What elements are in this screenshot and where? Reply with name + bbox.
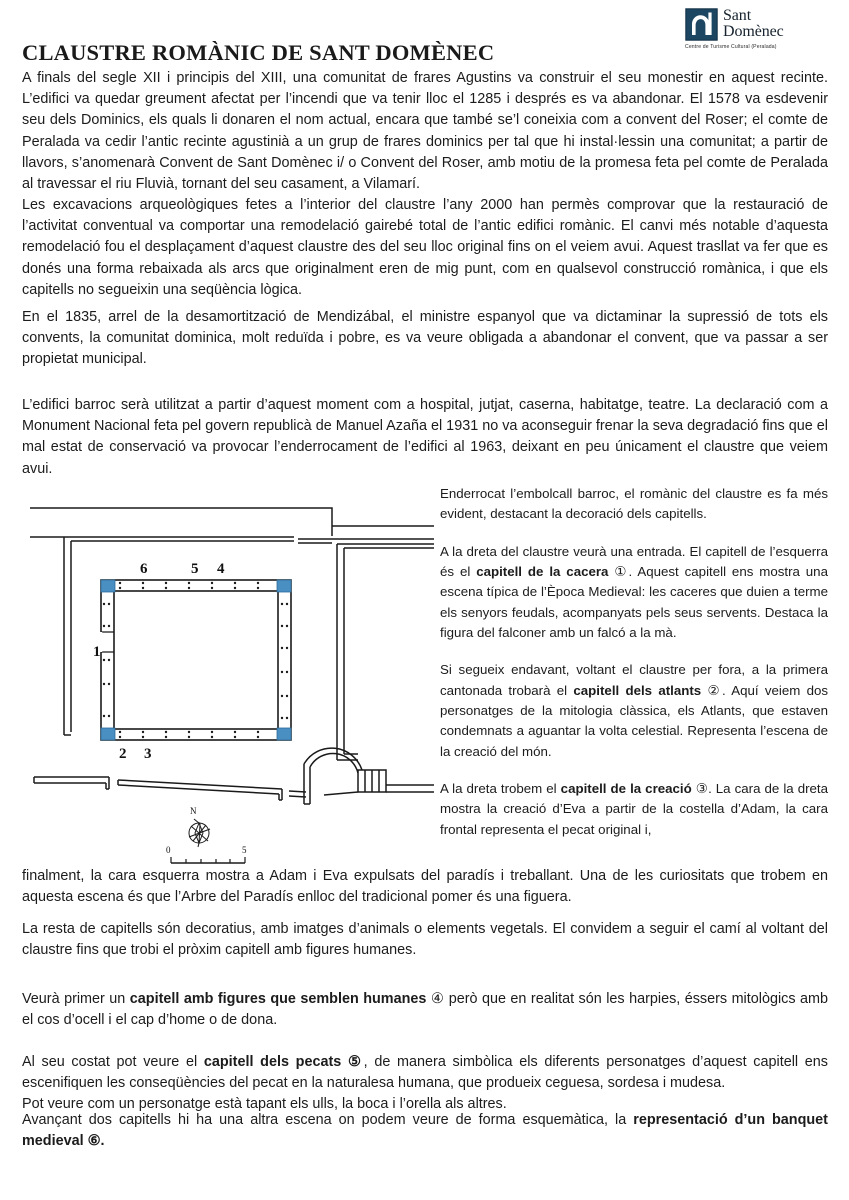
cacera-marker: ① [614,564,629,580]
pecats-paragraph [22,1052,828,1094]
banquet-bold-term: representació d’un banquet medieval [22,1112,828,1150]
page-title: CLAUSTRE ROMÀNIC DE SANT DOMÈNEC [22,40,495,65]
atlants-marker: ② [707,682,722,698]
arch-logo-icon [685,8,718,41]
harpies-bold-term: capitell amb figures que semblen humanes [129,991,427,1007]
compass-north-label: N [190,806,197,816]
logo-wordmark [723,8,784,39]
cacera-pre-text: A la dreta del claustre veurà una entrada. El capitell de l’esquerra és el [440,543,828,580]
atlants-pre-text: Si segueix endavant, voltant el claustre per fora, a la primera cantonada trobarà el [440,662,828,698]
creacio-marker: ③ [695,781,709,797]
pecats-post-text: , de manera simbòlica els diferents personatges d’aquest capitell ens escenifiquen les conseqüències del pecat en la naturalesa humana, que produeix ceguesa, sordesa i mudesa. [22,1054,829,1092]
column-marks-east [281,603,288,719]
history-text-block [22,307,828,371]
pecats-marker: ⑤ [348,1054,364,1070]
plan-label-5: 5 [191,561,199,577]
pecats-pre-text: Al seu costat pot veure el [22,1054,204,1070]
logo-row [685,8,784,41]
banquet-block [22,1110,828,1152]
plan-label-3: 3 [144,746,152,762]
cloister-floor-plan [14,492,434,872]
compass-rose [189,806,210,847]
atlants-post-text: . Aquí veiem dos personatges de la mitologia clàssica, els Atlants, que estaven condemnats a aguantar la volta celestial. Representa l’escena de la creació del món. [440,682,829,759]
banquet-marker: ⑥ [87,1133,101,1150]
right-paragraph-creacio [440,779,828,840]
scale-bar [166,845,247,863]
logo-name-line2: Domènec [723,22,784,40]
harpies-pre-text: Veurà primer un [22,991,130,1007]
logo-name-line1: Sant [723,7,752,24]
history-paragraph: En el 1835, arrel de la desamortització de Mendizábal, el ministre espanyol que va dictaminar la supressió de tots els convents, la comunitat dominica, molt reduïda i pobre, es va veure obligada a abandonar el convent, que va passar a ser propietat municipal. [22,309,828,368]
harpies-paragraph [22,989,828,1031]
cacera-bold-term: capitell de la cacera [476,564,609,580]
pecats-bold-term: capitell dels pecats [203,1054,342,1070]
corner-capital-marker [101,728,115,740]
creacio-tail-block [22,866,828,908]
scale-end-label: 5 [242,845,247,855]
harpies-marker: ④ [430,991,445,1007]
plan-label-6: 6 [140,561,148,577]
banquet-post-text: . [100,1133,105,1150]
creacio-pre-text: A la dreta trobem el [440,781,561,797]
column-marks-north [119,582,259,589]
barroc-paragraph: L’edifici barroc serà utilitzat a partir d’aquest moment com a hospital, jutjat, caserna, habitatge, teatre. La declaració com a Monument Nacional feta pel govern republicà de Manuel Azaña el 1931 no va aconseguir frenar la seva degradació fins que el mal estat de conservació va provocar l’enderrocament de l’edifici al 1963, deixant en peu únicament el claustre que veiem avui. [22,397,828,477]
column-marks-south [119,731,259,738]
banquet-pre-text: Avançant dos capitells hi ha una altra escena on podem veure de forma esquemàtica, la [22,1112,634,1128]
pecats-block [22,1052,828,1116]
pecats-paragraph-line2: Pot veure com un personatge està tapant els ulls, la boca i l’orella als altres. [22,1096,507,1113]
cloister-square [101,580,291,740]
right-column-text [440,484,828,840]
creacio-post-text: . La cara de la dreta mostra la creació d’Eva a partir de la costella d’Adam, la cara frontal representa el pecat original i, [440,781,828,837]
harpies-post-text: però que en realitat són les harpies, éssers mitològics amb el cos d’ocell i el cap d’home o de dona. [22,991,829,1029]
intro-paragraph-1: A finals del segle XII i principis del XIII, una comunitat de frares Agustins va construir el seu monestir en aquest recinte. L’edifici va quedar greument afectat per l’incendi que va tenir lloc el 1285 i després es va abandonar. El 1578 va esdevenir seu dels Dominics, els quals li donaren el nom actual, encara que també se’l coneixia com a convent del Roser; el comte de Peralada va cedir l’antic recinte agustinià a un grup de frares dominics per tal que hi instal·lessin una comunitat; a partir de llavors, s’anomenarà Convent de Sant Domènec i/ o Convent del Roser, amb motiu de la promesa feta pel comte de Peralada al travessar el riu Fluvià, tornant del seu casament, a Vilamarí. [22,70,828,192]
logo-subtitle: Centre de Turisme Cultural (Peralada) [685,44,777,50]
plan-label-1: 1 [93,644,101,660]
rest-capitells-block [22,919,828,961]
banquet-paragraph [22,1110,828,1152]
corner-capital-marker [277,728,291,740]
corner-capital-marker [101,580,115,592]
barroc-text-block [22,395,828,480]
right-paragraph-atlants [440,660,828,762]
cacera-post-text: . Aquest capitell ens mostra una escena típica de l’Època Medieval: les caceres que duien a terme els senyors feudals, acompanyats pels seus servents. Destaca la figura del falconer amb un falcó a la mà. [440,564,828,641]
corner-capital-marker [277,580,291,592]
right-paragraph-cacera [440,542,828,644]
floor-plan-svg [14,492,434,872]
intro-text-block [22,68,828,301]
atlants-bold-term: capitell dels atlants [573,682,702,698]
rest-capitells-paragraph: La resta de capitells són decoratius, amb imatges d’animals o elements vegetals. El convidem a seguir el camí al voltant del claustre fins que trobi el pròxim capitell amb figures humanes. [22,921,828,959]
intro-paragraph-2: Les excavacions arqueològiques fetes a l’interior del claustre l’any 2000 han permès comprovar que la restauració de l’activitat conventual va comportar una remodelació gairebé total de l’antic edifici romànic. El canvi més notable d’aquesta remodelació fou el desplaçament d’aquest claustre des del seu lloc original fins on el veiem avui. Aquest trasllat va fer que es donés una forma rebaixada als arcs que originalment eren de mig punt, com en qualsevol construcció romànica, i que els capitells no segueixin una seqüència lògica. [22,197,828,298]
column-marks-west [103,603,110,717]
logo-block [685,8,835,50]
creacio-bold-term: capitell de la creació [560,781,692,797]
harpies-block [22,989,828,1031]
plan-label-2: 2 [119,746,127,762]
scale-start-label: 0 [166,845,171,855]
plan-label-4: 4 [217,561,225,577]
creacio-tail-paragraph: finalment, la cara esquerra mostra a Adam i Eva expulsats del paradís i treballant. Una de les curiositats que trobem en aquesta escena és que l’Arbre del Paradís enlloc del tradicional pomer és una figuera. [22,868,828,906]
right-paragraph-1: Enderrocat l’embolcall barroc, el romànic del claustre es fa més evident, destacant la decoració dels capitells. [440,486,828,522]
